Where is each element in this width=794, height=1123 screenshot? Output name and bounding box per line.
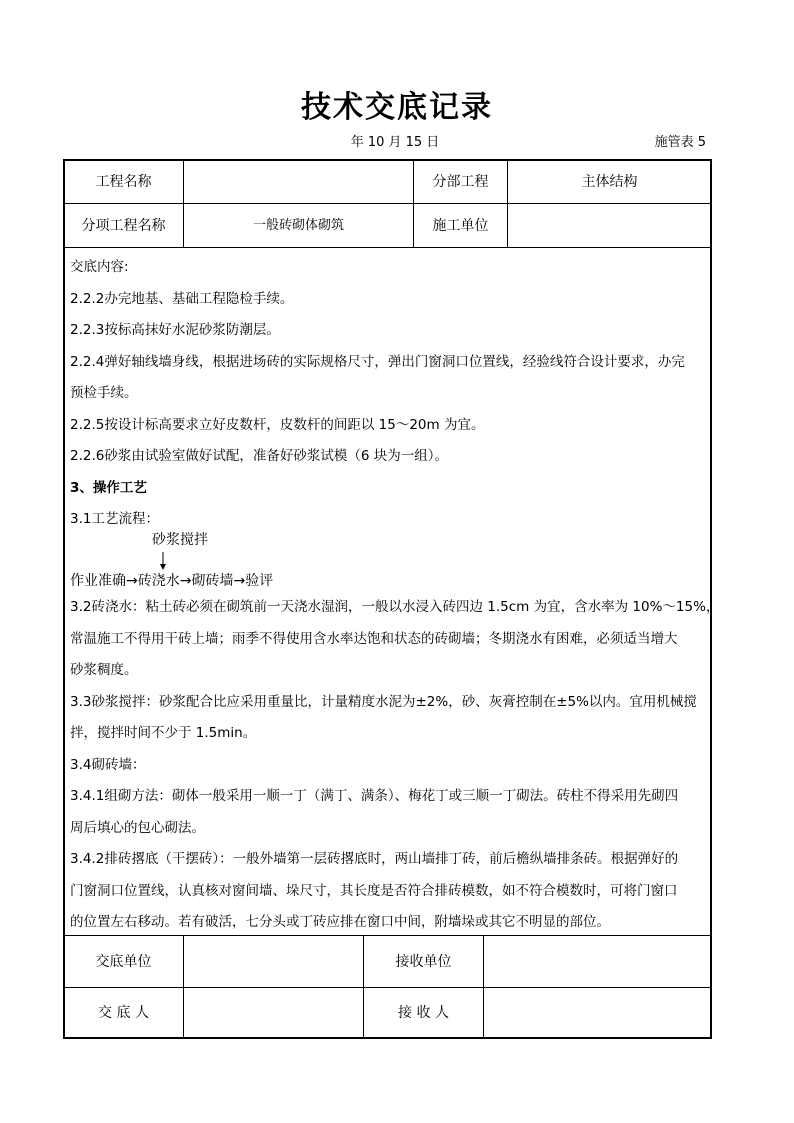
flow-main-sequence: 作业准确→砖浇水→砌砖墙→验评 <box>70 573 274 589</box>
receiver-field[interactable] <box>484 988 711 1037</box>
content-line: 拌，搅拌时间不少于 1.5min。 <box>70 725 257 741</box>
content-line: 2.2.4弹好轴线墙身线，根据进场砖的实际规格尺寸，弹出门窗洞口位置线，经验线符合设计要求，办完 <box>70 353 685 370</box>
content-line: 常温施工不得用干砖上墙；雨季不得使用含水率达饱和状态的砖砌墙；冬期浇水有困难，必须适当增大 <box>70 630 678 647</box>
content-line: 门窗洞口位置线，认真核对窗间墙、垛尺寸，其长度是否符合排砖模数，如不符合模数时，可将门窗口 <box>70 882 678 899</box>
content-line: 3.2砖浇水：粘土砖必须在砌筑前一天浇水湿润，一般以水浸入砖四边 1.5cm 为宜，含水率为 10%～15%， <box>70 599 720 615</box>
subitem-field[interactable]: 一般砖砌体砌筑 <box>252 217 344 233</box>
receiver-unit-label: 接收单位 <box>395 953 452 970</box>
briefing-content-continued <box>70 592 720 939</box>
receiver-unit-field[interactable] <box>484 936 711 987</box>
division-label: 分部工程 <box>432 173 489 190</box>
content-line: 3.4.1组砌方法：砌体一般采用一顺一丁（满丁、满条）、梅花丁或三顺一丁砌法。砖柱不得采用先砌四 <box>70 788 679 804</box>
section-title: 3、操作工艺 <box>70 479 147 496</box>
issuer-field[interactable] <box>184 988 363 1037</box>
subitem-label: 分项工程名称 <box>81 217 166 234</box>
division-field[interactable]: 主体结构 <box>581 173 638 190</box>
content-line: 2.2.3按标高抹好水泥砂浆防潮层。 <box>70 322 280 338</box>
content-line: 预检手续。 <box>70 385 138 401</box>
content-line: 3.3砂浆搅拌：砂浆配合比应采用重量比，计量精度水泥为±2%，砂、灰膏控制在±5%以内。宜用机械搅 <box>70 693 697 710</box>
content-line: 3.4砌砖墙： <box>70 756 146 773</box>
arrow-down-icon <box>158 552 168 570</box>
form-number: 施管表 5 <box>654 135 706 150</box>
content-line: 砂浆稠度。 <box>70 662 138 678</box>
content-line: 2.2.5按设计标高要求立好皮数杆，皮数杆的间距以 15～20m 为宜。 <box>70 416 485 433</box>
content-line: 周后填心的包心砌法。 <box>70 819 205 836</box>
project-name-field[interactable] <box>184 160 413 203</box>
flow-label: 3.1工艺流程： <box>70 511 159 527</box>
project-name-label: 工程名称 <box>95 173 152 190</box>
briefing-content <box>70 252 706 536</box>
contractor-field[interactable] <box>508 204 711 247</box>
document-date: 年 10 月 15 日 <box>350 135 440 150</box>
document-title: 技术交底记录 <box>301 90 493 125</box>
content-heading: 交底内容: <box>70 259 129 275</box>
content-line: 2.2.2办完地基、基础工程隐检手续。 <box>70 290 294 307</box>
content-line: 2.2.6砂浆由试验室做好试配，准备好砂浆试模（6 块为一组）。 <box>70 448 448 464</box>
content-line: 3.4.2排砖撂底（干摆砖）：一般外墙第一层砖撂底时，两山墙排丁砖，前后檐纵墙排条砖。根据弹好的 <box>70 851 679 867</box>
receiver-label: 接 收 人 <box>398 1004 449 1021</box>
contractor-label: 施工单位 <box>432 217 489 234</box>
row-divider <box>64 247 711 248</box>
content-line: 的位置左右移动。若有破活，七分头或丁砖应排在窗口中间，附墙垛或其它不明显的部位。 <box>70 914 610 930</box>
issuer-unit-field[interactable] <box>184 936 363 987</box>
flow-step-mortar-mixing: 砂浆搅拌 <box>152 532 208 548</box>
issuer-label: 交 底 人 <box>98 1004 149 1021</box>
issuer-unit-label: 交底单位 <box>95 953 152 970</box>
